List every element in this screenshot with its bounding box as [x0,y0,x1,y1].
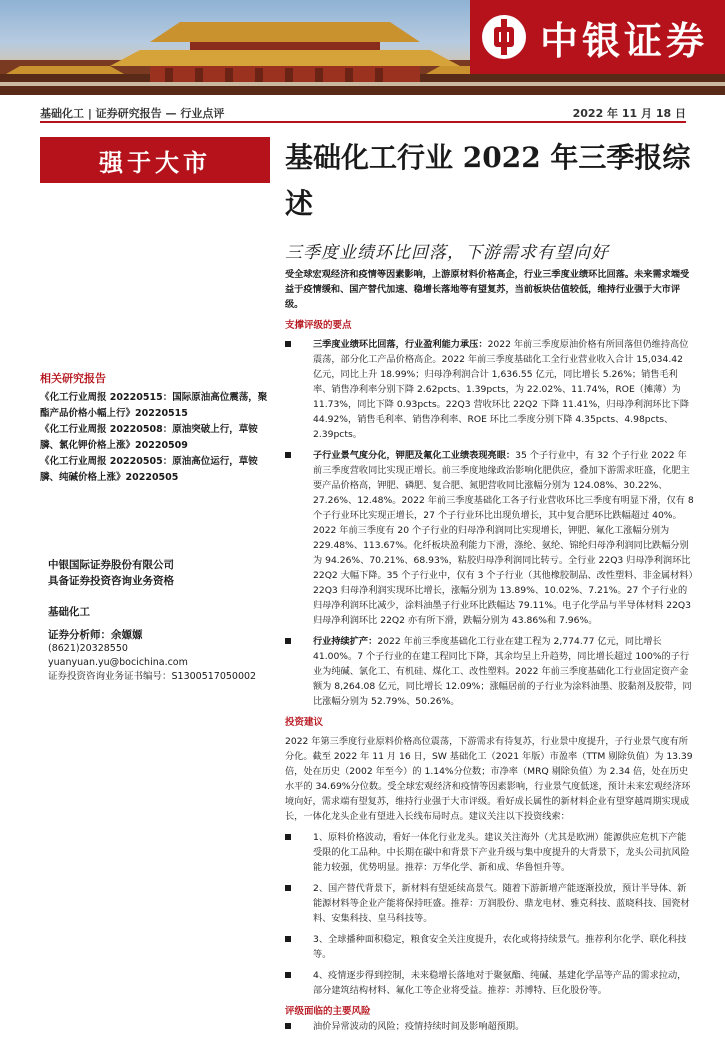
support-point [285,337,695,442]
support-point [285,634,695,709]
square-bullet-icon [285,834,291,840]
support-point-lead: 三季度业绩环比回落，行业盈利能力承压： [313,339,488,350]
invest-item-text: 4、疫情逐步得到控制，未来稳增长落地对于聚氨酯、纯碱、基建化学品等产品的需求拉动，部分建筑结构材料、氟化工等企业将受益。推荐：苏博特、巨化股份等。 [313,970,687,996]
boc-logo-icon [482,15,526,59]
support-point-body: 2022 年前三季度原油价格有所回落但仍维持高位震荡，部分化工产品价格高企。2022 年前三季度基础化工全行业营业收入合计 15,034.42 亿元，同比上升 18.99%；归母净利润合计 1,636.55 亿元，同比增长 5.26%；销售毛利率、销售净利率分别下降 2.62pcts、1.39pcts，为 22.02%、11.74%，ROE（摊薄）为 11.73%，同比下降 0.93pcts。22Q3 营收环比 22Q2 下降 11.41%，归母净利润环比下降 44.92%，销售毛利率、销售净利率、ROE 环比二季度分别下降 4.35pcts、4.98pcts、2.39pcts。 [313,339,690,440]
invest-item-text: 2、国产替代背景下，新材料有望延续高景气。随着下游新增产能逐渐投放，预计半导体、新能源材料等企业产能将保持旺盛。推荐：万润股份、鼎龙电材、雅克科技、蓝晓科技、国瓷材料、安集科技、皇马科技等。 [313,883,690,924]
report-date: 2022 年 11 月 18 日 [572,107,686,120]
analyst-cert: 证券投资咨询业务证书编号：S1300517050002 [48,671,257,682]
invest-item [285,968,695,998]
invest-item [285,932,695,962]
support-point [285,448,695,628]
company-info: 中银国际证券股份有限公司 具备证券投资咨询业务资格 [48,559,174,587]
analyst-phone: (8621)20328550 [48,643,128,654]
risk-heading: 评级面临的主要风险 [285,1006,371,1017]
square-bullet-icon [285,885,291,891]
risk-item [285,1019,695,1034]
rating-badge: 强于大市 [40,137,270,183]
analyst-email[interactable]: yuanyuan.yu@bocichina.com [48,657,188,668]
invest-item [285,830,695,875]
related-reports [40,370,275,486]
support-heading: 支撑评级的要点 [285,320,352,331]
main-content [285,267,695,1040]
support-point-body: 2022 年前三季度基础化工行业在建工程为 2,774.77 亿元，同比增长 41.00%。7 个子行业的在建工程同比下降，其余均呈上升趋势，同比增长超过 100%的子行业为纯碱、氯化工、有机硅、煤化工、改性塑料。2022 年前三季度基础化工行业固定资产金额为 8,264.08 亿元，同比增长 12.09%；涨幅居前的子行业为涂料油墨、胶黏剂及胶带，同比涨幅分别为 52.79%、50.26%。 [313,636,692,707]
report-subtitle: 三季度业绩环比回落，下游需求有望向好 [285,243,609,263]
square-bullet-icon [285,341,291,347]
summary-paragraph: 受全球宏观经济和疫情等因素影响，上游原材料价格高企，行业三季度业绩环比回落。未来需求端受益于疫情缓和、国产替代加速、稳增长落地等有望复苏，当前板块估值较低，维持行业强于大市评级。 [285,269,690,310]
risk-text: 油价异常波动的风险；疫情持续时间及影响超预期。 [313,1021,525,1032]
support-point-lead: 行业持续扩产： [313,636,378,647]
logo-text: 中银证券 [540,17,709,63]
analyst-info [48,628,283,684]
meta-line [40,103,686,123]
related-report-item[interactable]: 《化工行业周报 20220515：国际原油高位震荡，聚酯产品价格小幅上行》20220515 [40,392,268,419]
report-category: 基础化工 | 证券研究报告 — 行业点评 [40,107,225,120]
support-point-body: 35 个子行业中，有 32 个子行业 2022 年前三季度营收同比实现正增长。前三季度地缘政治影响化肥供应，叠加下游需求旺盛，化肥主要产品价格高，钾肥、磷肥、复合肥、氮肥营收同比涨幅分别为 124.08%、30.22%、27.26%、12.48%。2022 年前三季度基础化工各子行业营收环比三季度有明显下滑，仅有 8 个子行业环比实现正增长，27 个子行业环比出现负增长，其中复合肥环比跌幅超过 40%。2022 年前三季度有 20 个子行业的归母净利润同比实现增长，钾肥、氟化工涨幅分别为 229.48%、113.67%。化纤板块盈利能力下滑，涤纶、氨纶、锦纶归母净利润同比跌幅分别为 94.26%、70.21%、68.93%，粘胶归母净利润同比转亏。全行业 22Q3 归母净利润环比 22Q2 大幅下降。35 个子行业中，仅有 3 个子行业（其他橡胶制品、改性塑料、非金属材料）22Q3 归母净利润实现环比增长，涨幅分别为 13.89%、10.02%、7.21%。27 个子行业的归母净利润环比减少，涂料油墨子行业环比跌幅达 79.11%。电子化学品与半导体材料 22Q3 归母净利润环比 22Q2 亦有所下滑，跌幅分别为 43.86%和 7.96%。 [313,450,694,626]
invest-item-text: 3、全球播种面积稳定，粮食安全关注度提升，农化或将持续景气。推荐利尔化学、联化科技等。 [313,934,687,960]
square-bullet-icon [285,1023,291,1029]
sector-label: 基础化工 [48,606,90,618]
logo [470,0,725,74]
invest-item-text: 1、原料价格波动，看好一体化行业龙头。建议关注海外（尤其是欧洲）能源供应危机下产能受限的化工品种。中长期在碳中和背景下产业升级与集中度提升的大背景下，龙头公司抗风险能力较强，优势明显。推荐：万华化学、新和成、华鲁恒升等。 [313,832,690,873]
related-report-item[interactable]: 《化工行业周报 20220508：原油突破上行，草铵膦、氯化钾价格上涨》20220509 [40,424,258,451]
related-report-item[interactable]: 《化工行业周报 20220505：原油高位运行，草铵膦、纯碱价格上涨》20220505 [40,456,258,483]
invest-paragraph: 2022 年第三季度行业原料价格高位震荡，下游需求有待复苏，行业景中度提升，子行业景气度有所分化。截至 2022 年 11 月 16 日，SW 基础化工（2021 年版）市盈率（TTM 剔除负值）为 13.39 倍，处在历史（2002 年至今）的 1.14%分位数；市净率（MRQ 剔除负值）为 2.34 倍，处在历史水平的 34.69%分位数。受全球宏观经济和疫情等因素影响，行业景气度低迷，预计未来宏观经济环境向好，需求端有望复苏，维持行业强于大市评级。看好成长属性的新材料企业有望穿越周期实现成长，一体化龙头企业有望进入长线布局时点。建议关注以下投资线索： [285,736,693,822]
support-point-lead: 子行业景气度分化，钾肥及氟化工业绩表现亮眼： [313,450,516,461]
square-bullet-icon [285,972,291,978]
report-title: 基础化工行业 2022 年三季报综述 [285,141,691,220]
square-bullet-icon [285,452,291,458]
square-bullet-icon [285,936,291,942]
analyst-name: 证券分析师：余嫄嫄 [48,629,143,641]
invest-heading: 投资建议 [285,717,324,728]
header-banner [0,0,725,95]
square-bullet-icon [285,638,291,644]
invest-item [285,881,695,926]
related-reports-heading: 相关研究报告 [40,372,106,385]
